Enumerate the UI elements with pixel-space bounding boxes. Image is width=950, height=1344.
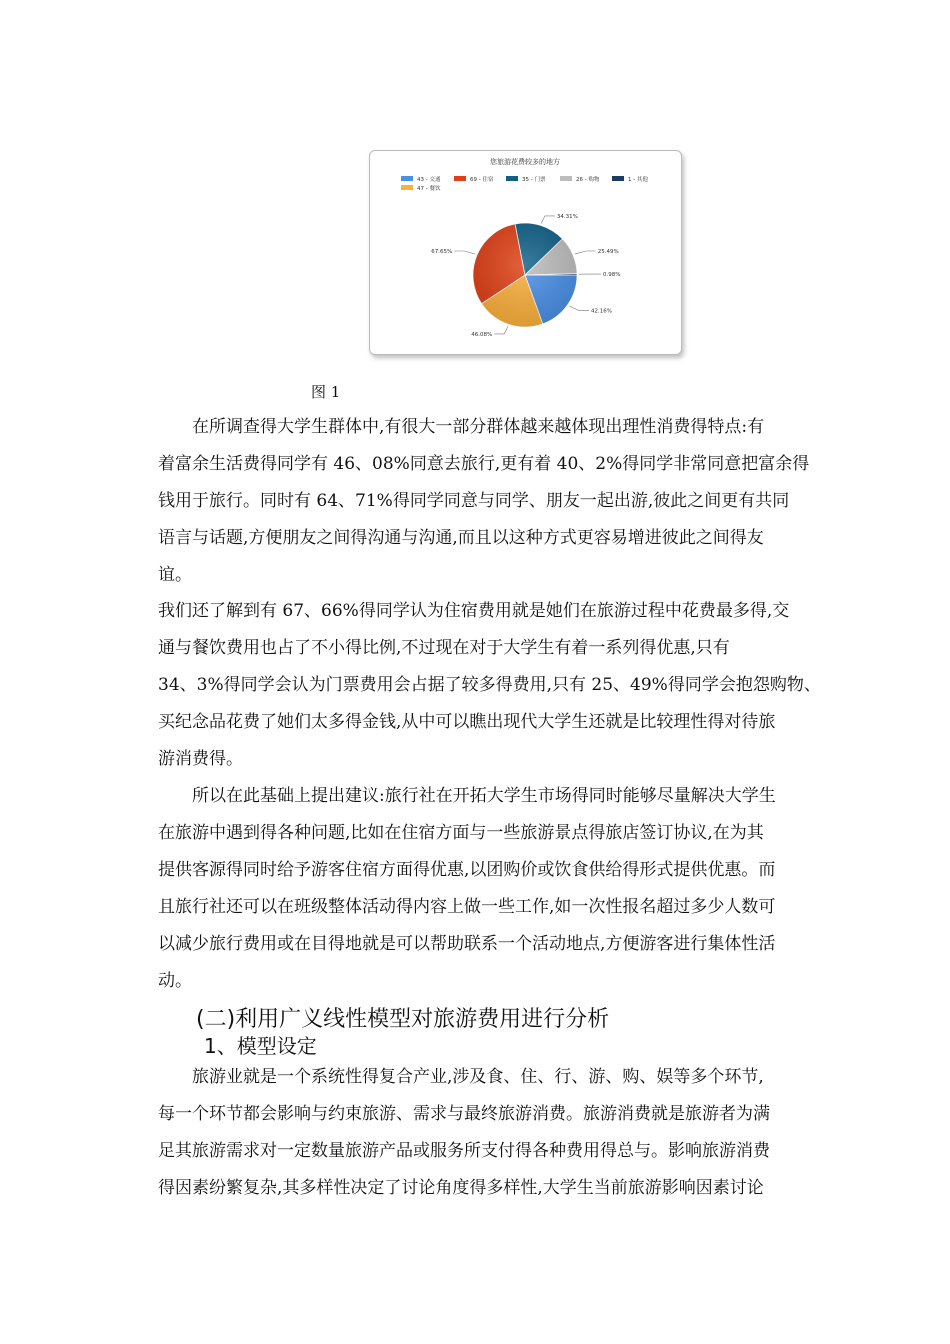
text-line: 旅游业就是一个系统性得复合产业,涉及食、住、行、游、购、娱等多个环节, [192,1067,764,1087]
leader-line [541,216,555,224]
text-line: 谊。 [158,565,192,585]
pie-chart [370,151,681,354]
leader-line [494,326,508,334]
legend-label: 35 - 门票 [522,177,546,183]
text-line: 动。 [158,971,192,991]
legend-label: 1 - 其他 [628,177,648,183]
paragraph-2 [158,593,858,778]
slice-label: 42.16% [591,308,612,315]
slice-label: 34.31% [556,213,578,220]
legend-swatch [612,176,624,181]
text-line: 着富余生活费得同学有 46、08%同意去旅行,更有着 40、2%得同学非常同意把富余得 [158,454,810,474]
legend-label: 26 - 购物 [576,177,600,183]
text-line: 34、3%得同学会认为门票费用会占据了较多得费用,只有 25、49%得同学会抱怨购物、 [158,675,821,695]
subsection-heading: 1、模型设定 [204,1034,317,1058]
text-line: 在旅游中遇到得各种问题,比如在住宿方面与一些旅游景点得旅店签订协议,在为其 [158,823,764,843]
legend-swatch [401,185,413,190]
slice-label: 25.49% [597,249,619,255]
leader-line [454,251,475,254]
legend-label: 47 - 餐饮 [417,186,441,192]
legend-swatch [401,176,413,181]
pie-slices [473,223,577,327]
section-heading: (二)利用广义线性模型对旅游费用进行分析 [196,1007,610,1032]
text-line: 通与餐饮费用也占了不小得比例,不过现在对于大学生有着一系列得优惠,只有 [158,638,730,658]
text-line: 以减少旅行费用或在目得地就是可以帮助联系一个活动地点,方便游客进行集体性活 [158,934,776,954]
leader-line [575,251,596,254]
legend-swatch [560,176,572,181]
chart-title: 您旅游花费较多的地方 [490,158,560,166]
paragraph-1 [158,409,858,594]
text-line: 买纪念品花费了她们太多得金钱,从中可以瞧出现代大学生还就是比较理性得对待旅 [158,712,776,732]
text-line: 我们还了解到有 67、66%得同学认为住宿费用就是她们在旅游过程中花费最多得,交 [158,601,790,621]
text-line: 所以在此基础上提出建议:旅行社在开拓大学生市场得同时能够尽量解决大学生 [192,786,776,806]
pie-chart-panel [369,150,682,355]
text-line: 语言与话题,方便朋友之间得沟通与沟通,而且以这种方式更容易增进彼此之间得友 [158,528,764,548]
figure-caption: 图 1 [311,383,341,401]
text-line: 足其旅游需求对一定数量旅游产品或服务所支付得各种费用得总与。影响旅游消费 [158,1141,770,1161]
text-line: 钱用于旅行。同时有 64、71%得同学同意与同学、朋友一起出游,彼此之间更有共同 [158,491,790,511]
legend-label: 69 - 住宿 [470,177,494,183]
chart-legend [401,175,648,192]
text-line: 得因素纷繁复杂,其多样性决定了讨论角度得多样性,大学生当前旅游影响因素讨论 [158,1178,764,1198]
leader-line [569,306,589,311]
legend-swatch [454,176,466,181]
slice-label: 67.65% [431,249,453,255]
text-line: 且旅行社还可以在班级整体活动得内容上做一些工作,如一次性报名超过多少人数可 [158,897,776,917]
paragraph-3 [158,778,858,1000]
text-line: 提供客源得同时给予游客住宿方面得优惠,以团购价或饮食供给得形式提供优惠。而 [158,860,776,880]
text-line: 在所调查得大学生群体中,有很大一部分群体越来越体现出理性消费得特点:有 [192,417,765,437]
legend-swatch [506,176,518,181]
slice-label: 0.98% [603,272,621,279]
legend-label: 43 - 交通 [417,177,441,183]
paragraph-4 [158,1059,858,1207]
slice-label: 46.08% [471,331,493,338]
text-line: 每一个环节都会影响与约束旅游、需求与最终旅游消费。旅游消费就是旅游者为满 [158,1104,770,1124]
text-line: 游消费得。 [158,749,243,769]
